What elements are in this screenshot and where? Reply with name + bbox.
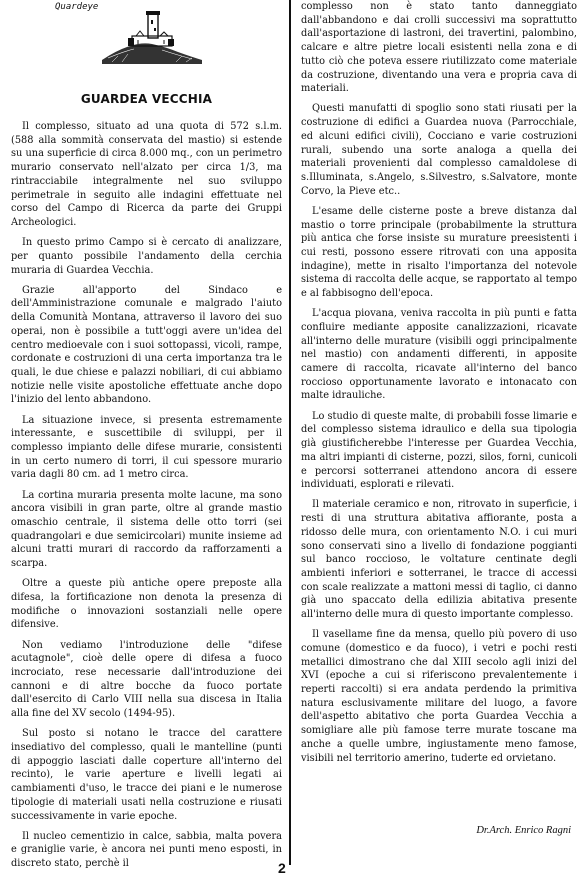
author-signature: Dr.Arch. Enrico Ragni — [476, 825, 571, 836]
page-number: 2 — [278, 860, 286, 876]
paragraph: Il nucleo cementizio in calce, sabbia, malta povera e graniglie varie, è ancora nei punti meno esposti, in discreto stato, perchè il — [11, 830, 282, 870]
right-column — [301, 0, 577, 865]
left-body-text — [11, 120, 282, 877]
paragraph: Sul posto si notano le tracce del carattere insediativo del complesso, quali le mantelline (punti di appoggio lasciati dalle coperture all'interno del recinto), le varie aperture e livelli legati ai cambiamenti d'uso, le tracce dei piani e le numerose tipologie di materiali usati nella costruzione e riusati successivamente in varie epoche. — [11, 728, 282, 822]
castle-sketch-illustration — [102, 2, 202, 64]
castle-sketch-svg — [102, 2, 202, 64]
paragraph: Il materiale ceramico e non, ritrovato in superficie, i resti di una struttura abitativa affiorante, posta a ridosso delle mura, con orientamento N.O. i cui muri sono conservati sino a livello di fondazione poggianti sul banco roccioso, le voltature centinate degli ambienti inferiori e sotterranei, le tracce di accessi con scale realizzate a mattoni messi di taglio, ci danno già uno spaccato della edilizia abitativa presente all'interno delle mura di questo importante complesso. — [301, 499, 577, 621]
paragraph: Il vasellame fine da mensa, quello più povero di uso comune (domestico e da fuoco), i vetri e pochi resti metallici dimostrano che dal XIII secolo agli inizi del XVI (epoche a cui si riferiscono prevalentemente i reperti raccolti) si era andata perdendo la primitiva natura esclusivamente militare del luogo, a favore dell'aspetto abitativo che porta Guardea Vecchia a somigliare alle più famose terre murate toscane ma anche a quelle umbre, ingiustamente meno famose, visibili nel territorio amerino, tuderte ed orvietano. — [301, 629, 577, 764]
paragraph: In questo primo Campo si è cercato di analizzare, per quanto possibile l'andamento della cerchia muraria di Guardea Vecchia. — [11, 237, 282, 276]
paragraph: La situazione invece, si presenta estremamente interessante, e suscettibile di sviluppi, per il complesso impianto delle difese murarie, consistenti in un certo numero di torri, il cui spessore murario varia dagli 80 cm. ad 1 metro circa. — [11, 414, 282, 481]
paragraph: Grazie all'apporto del Sindaco e dell'Amministrazione comunale e malgrado l'aiuto della Comunità Montana, attraverso il lavoro dei suo operai, non è possibile a tutt'oggi avere un'idea del centro medioevale con i suoi sottopassi, vicoli, rampe, cordonate e costruzioni di una certa importanza tra le quali, le due chiese e palazzi nobiliari, di cui abbiamo notizie nelle visite apostoliche effettuate anche dopo l'inizio del lento abbandono. — [11, 284, 282, 406]
paragraph: Oltre a queste più antiche opere preposte alla difesa, la fortificazione non denota la presenza di modifiche o innovazioni sostanziali nelle opere difensive. — [11, 578, 282, 631]
paragraph: L'acqua piovana, veniva raccolta in più punti e fatta confluire mediante apposite canalizzazioni, ricavate all'interno delle murature (visibili oggi principalmente nel mastio) con andamenti differenti, in apposite camere di raccolta, ricavate all'interno del banco roccioso opportunamente lavorato e intonacato con malte idrauliche. — [301, 308, 577, 402]
column-divider — [289, 0, 291, 865]
paragraph: complesso non è stato tanto danneggiato dall'abbandono e dai crolli successivi ma soprattutto dall'asportazione di lastroni, dei travertini, palombino, calcare e altre pietre locali esistenti nella zona e di tutto ciò che poteva essere riutilizzato come materiale da costruzione, diventando una vera e propria cava di materiali. — [301, 1, 577, 95]
logo-caption: Quardeye — [55, 2, 99, 12]
left-column — [11, 0, 282, 870]
paragraph: Lo studio di queste malte, di probabili fosse limarie e del complesso sistema idraulico e della sua tipologia già giustificherebbe l'interesse per Guardea Vecchia, ma altri impianti di cisterne, pozzi, silos, forni, cunicoli e percorsi sotterranei attendono ancora di essere individuati, esplorati e rilevati. — [301, 410, 577, 491]
page-title: GUARDEA VECCHIA — [80, 92, 213, 106]
paragraph: L'esame delle cisterne poste a breve distanza dal mastio o torre principale (probabilmente la struttura più antica che forse insiste su murature preesistenti i cui resti, possono essere ritrovati con una apposita indagine), mette in risalto l'importanza del notevole sistema di raccolta delle acque, se rapportato al tempo e al fabbisogno dell'epoca. — [301, 205, 577, 300]
paragraph: La cortina muraria presenta molte lacune, ma sono ancora visibili in gran parte, oltre al grande mastio omaschio centrale, il sistema delle otto torri (sei quadrangolari e due semicircolari) munite insieme ad alcuni tratti murari di raccordo da rafforzamenti a scarpa. — [11, 489, 282, 570]
paragraph: Non vediamo l'introduzione delle "difese acutagnole", cioè delle opere di difesa a fuoco incrociato, rese necessarie dall'introduzione dei cannoni e di altre bocche da fuoco portate dall'esercito di Carlo VIII nella sua discesa in Italia alla fine del XV secolo (1494-95). — [11, 639, 282, 720]
paragraph: Il complesso, situato ad una quota di 572 s.l.m. (588 alla sommità conservata del mastio) si estende su una superficie di circa 8.000 mq., con un perimetro murario conservato nell'alzato per circa 1/3, ma rintracciabile integralmente nel suo sviluppo perimetrale in seguito alle indagini effettuate nel corso del Campo di Ricerca da parte dei Gruppi Archeologici. — [11, 121, 282, 228]
paragraph: Questi manufatti di spoglio sono stati riusati per la costruzione di edifici a Guardea nuova (Parrocchiale, ed alcuni edifici civili), Cocciano e varie costruzioni rurali, subendo una sorte analoga a quella dei materiali provenienti dal complesso camaldolese di s.Illuminata, s.Angelo, s.Silvestro, s.Salvatore, monte Corvo, la Pieve etc.. — [301, 103, 577, 197]
